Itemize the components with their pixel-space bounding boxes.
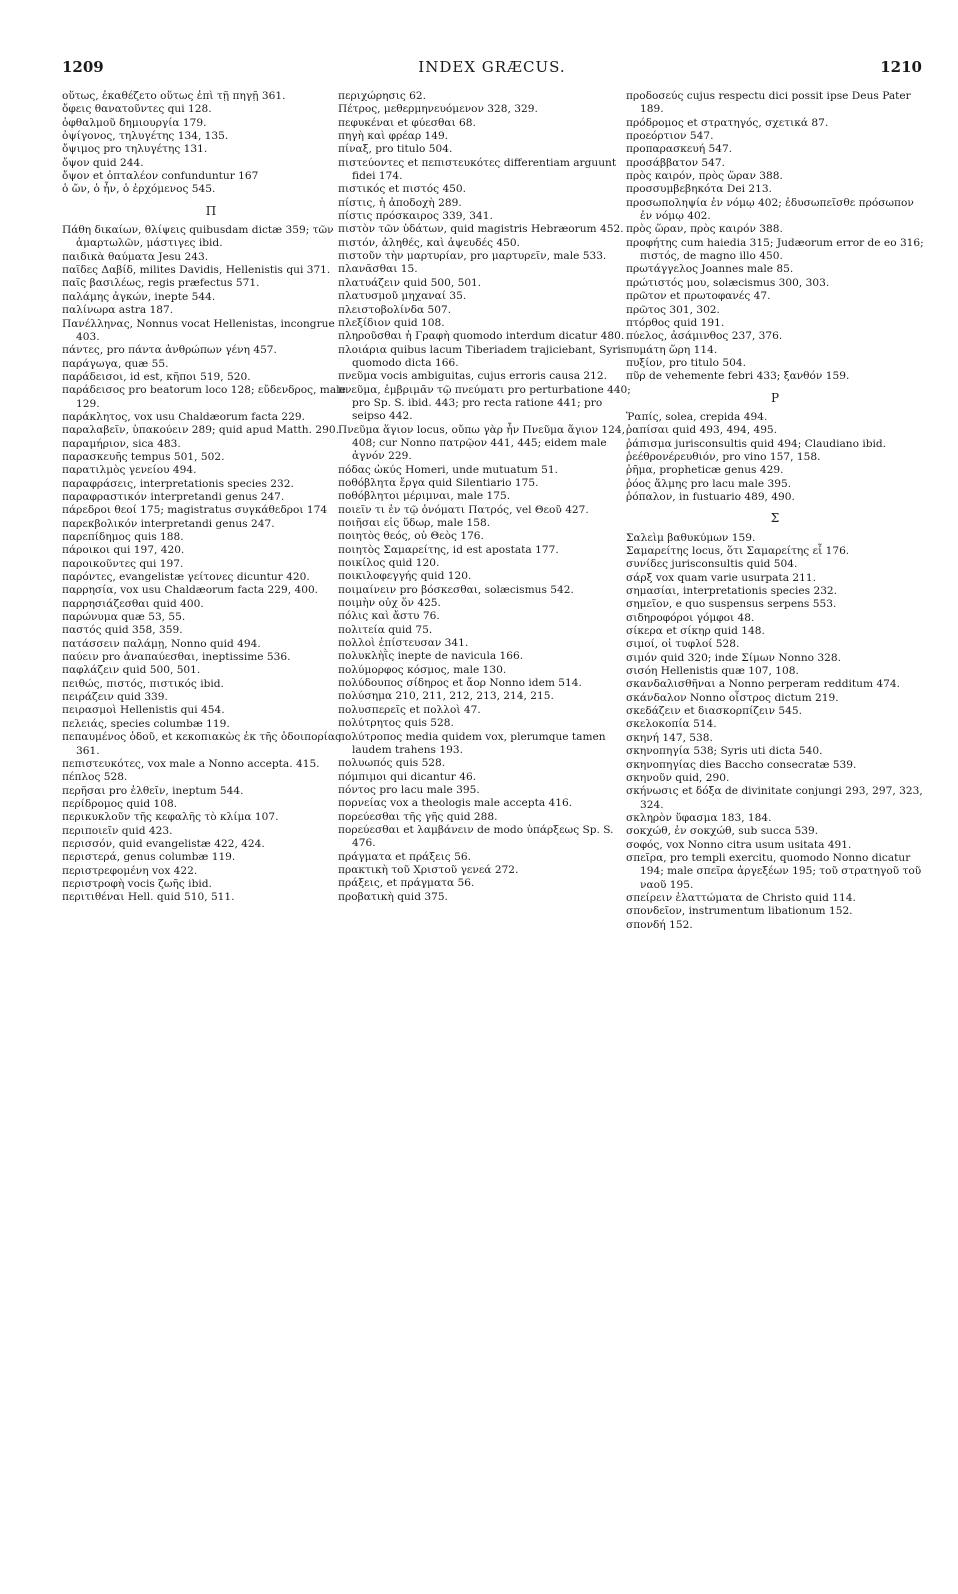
index-entry: πλανᾶσθαι 15. [338,263,418,276]
index-entry: πιστικός et πιστός 450. [338,183,467,196]
index-entry: πιστοῦν τὴν μαρτυρίαν, pro μαρτυρεῖν, male 533. [338,250,607,263]
index-entry: ὄψιμος pro τηλυγέτης 131. [62,143,208,156]
index-entry: παράδεισος pro beatorum loco 128; εὔδενδρος, male 129. [62,384,346,410]
index-entry: πελειάς, species columbæ 119. [62,717,230,730]
index-entry: σκεδάζειν et διασκορπίζειν 545. [626,705,802,718]
index-entry: Σαλεὶμ βαθυκύμων 159. [626,531,756,544]
index-entry: πρωτάγγελος Joannes male 85. [626,263,794,276]
index-entry: πορνείας vox a theologis male accepta 416. [338,797,573,810]
index-entry: σιμοί, οἱ τυφλοί 528. [626,638,740,651]
index-column-2 [338,90,636,904]
entry-group [626,90,924,384]
index-entry: σκάνδαλον Nonno οἶστρος dictum 219. [626,691,839,704]
index-entry: πεπιστευκότες, vox male a Nonno accepta. 415. [62,757,320,770]
index-entry: πειρασμοὶ Hellenistis qui 454. [62,704,225,717]
index-entry: σπείρειν ἐλαττώματα de Christo quid 114. [626,891,856,904]
index-entry: πειθώς, πιστός, πιστικός ibid. [62,677,224,690]
index-entry: πολυσπερεῖς et πολλοὶ 47. [338,703,481,716]
index-entry: προσωποληψία ἐν νόμῳ 402; ἐδυσωπεῖσθε πρόσωπον ἐν νόμῳ 402. [626,196,914,223]
index-entry: πάρεδροι θεοί 175; magistratus συγκάθεδροι 174 [62,504,328,517]
index-entry: παρρησιάζεσθαι quid 400. [62,597,204,610]
index-entry: σκηνή 147, 538. [626,731,713,744]
index-entry: παραμήριον, sica 483. [62,437,181,450]
index-entry: παῖδες Δαβίδ, milites Davidis, Hellenistis qui 371. [62,264,331,277]
index-entry: πλατυάζειν quid 500, 501. [338,276,482,289]
index-entry: περῆσαι pro ἐλθεῖν, ineptum 544. [62,784,244,797]
index-entry: ποιεῖν τι ἐν τῷ ὀνόματι Πατρός, vel Θεοῦ 427. [338,503,589,516]
index-entry: πράγματα et πράξεις 56. [338,850,471,863]
index-entry: σκληρὸν ὕφασμα 183, 184. [626,811,772,824]
index-entry: πτόρθος quid 191. [626,316,725,329]
index-entry: πορεύεσθαι et λαμβάνειν de modo ὑπάρξεως Sp. S. 476. [338,823,614,850]
index-entry: πολύμορφος κόσμος, male 130. [338,663,507,676]
index-entry: πάροικοι qui 197, 420. [62,544,185,557]
index-entry: πίστις πρόσκαιρος 339, 341. [338,210,493,223]
index-column-1 [62,90,360,905]
index-entry: Πνεῦμα ἅγιον locus, οὔπω γὰρ ἦν Πνεῦμα ἅγιον 124, 408; cur Nonno πατρῷον 441, 445; eidem male ἁγνόν 229. [338,423,625,463]
index-entry: παῖς βασιλέως, regis præfectus 571. [62,277,260,290]
index-entry: προσάββατον 547. [626,156,725,169]
index-entry: πολύτρητος quis 528. [338,717,454,730]
index-entry: πόδας ὠκύς Homeri, unde mutuatum 51. [338,463,558,476]
index-entry: πάντες, pro πάντα ἀνθρώπων γένη 457. [62,344,277,357]
index-entry: ὀψίγονος, τηλυγέτης 134, 135. [62,130,229,143]
index-entry: παρασκευῆς tempus 501, 502. [62,450,225,463]
index-entry: σιδηροφόροι γόμφοι 48. [626,611,755,624]
index-entry: πρόδρομος et στρατηγός, σχετικά 87. [626,116,829,129]
index-entry: σκηνοπηγία 538; Syris uti dicta 540. [626,745,823,758]
index-entry: πεφυκέναι et φύεσθαι 68. [338,116,476,129]
index-entry: Πάθη δικαίων, θλίψεις quibusdam dictæ 359; τῶν ἁμαρτωλῶν, μάστιγες ibid. [62,224,334,250]
index-entry: περιτιθέναι Hell. quid 510, 511. [62,891,235,904]
index-entry: παρεκβολικόν interpretandi genus 247. [62,517,275,530]
page-number-right: 1210 [880,58,922,76]
index-entry: πιστεύοντες et πεπιστευκότες differentiam arguunt fidei 174. [338,156,617,183]
index-entry: σκανδαλισθῆναι a Nonno perperam redditum 474. [626,678,900,691]
index-entry: παραλαβεῖν, ὑπακούειν 289; quid apud Matth. 290. [62,424,339,437]
index-entry: παλίνωρα astra 187. [62,304,174,317]
index-entry: ποιμὴν οὐχ ὅν 425. [338,597,441,610]
index-entry: σκηνοπηγίας dies Baccho consecratæ 539. [626,758,857,771]
index-entry: σκήνωσις et δόξα de divinitate conjungi 293, 297, 323, 324. [626,785,923,811]
index-entry: παρατιλμὸς γενείου 494. [62,464,197,477]
index-entry: σκελοκοπία 514. [626,718,717,731]
index-entry: ποικιλοφεγγής quid 120. [338,570,472,583]
index-entry: πληροῦσθαι ἡ Γραφὴ quomodo interdum dicatur 480. [338,330,625,343]
index-entry: πυμάτη ὥρη 114. [626,343,718,356]
index-entry: σπονδή 152. [626,918,693,931]
index-entry: σάρξ vox quam varie usurpata 211. [626,571,817,584]
index-entry: παύειν pro ἀναπαύεσθαι, ineptissime 536. [62,651,291,664]
index-entry: παράδεισοι, id est, κῆποι 519, 520. [62,370,251,383]
index-entry: παστός quid 358, 359. [62,624,183,637]
index-entry: πύελος, ἀσάμινθος 237, 376. [626,330,783,343]
index-entry: σοφός, vox Nonno citra usum usitata 491. [626,838,852,851]
index-entry: περιποιεῖν quid 423. [62,824,173,837]
index-entry: περιστροφὴ vocis ζωῆς ibid. [62,877,212,890]
index-entry: ὄφεις θανατοῦντες qui 128. [62,103,212,116]
index-entry: παλάμης ἀγκών, inepte 544. [62,290,216,303]
index-column-3 [626,90,924,932]
index-entry: σισόη Hellenistis quæ 107, 108. [626,665,799,678]
index-entry: πολλοὶ ἐπίστευσαν 341. [338,637,469,650]
index-entry: ὀφθαλμοῦ δημιουργία 179. [62,116,207,129]
index-entry: πρὸς ὥραν, πρὸς καιρόν 388. [626,223,783,236]
section-heading-pi: Π [205,203,217,218]
index-entry: ποιμαίνειν pro βόσκεσθαι, solæcismus 542. [338,583,574,596]
section-heading-rho: Ρ [770,390,780,405]
index-entry: πηγὴ καὶ φρέαρ 149. [338,130,449,143]
index-entry: πρῶτον et πρωτοφανές 47. [626,290,771,303]
index-entry: ποιητὸς Σαμαρείτης, id est apostata 177. [338,543,559,556]
entry-group [626,532,924,932]
index-entry: προφήτης cum haiedia 315; Judæorum error de eo 316; πιστός, de magno illo 450. [626,236,924,263]
index-entry: σιμόν quid 320; inde Σίμων Nonno 328. [626,651,841,664]
index-entry: πίναξ, pro titulo 504. [338,143,453,156]
index-entry: ὄψον quid 244. [62,156,144,169]
index-entry: πλατυσμοῦ μηχαναί 35. [338,290,467,303]
index-entry: σημασίαι, interpretationis species 232. [626,585,838,598]
index-entry: περισσόν, quid evangelistæ 422, 424. [62,837,265,850]
index-entry: ποιητὸς θεός, οὐ Θεὸς 176. [338,530,484,543]
index-entry: πόλις καὶ ἄστυ 76. [338,610,440,623]
index-entry: πῦρ de vehemente febri 433; ξανθόν 159. [626,370,850,383]
index-entry: πυξίον, pro titulo 504. [626,356,746,369]
index-entry: πολύτροπος media quidem vox, plerumque tamen laudem trahens 193. [338,730,606,756]
index-entry: συνίδες jurisconsultis quid 504. [626,558,798,571]
index-entry: πόντος pro lacu male 395. [338,783,480,796]
index-entry: πειράζειν quid 339. [62,691,168,704]
index-entry: προεόρτιον 547. [626,130,714,143]
index-entry: περίδρομος quid 108. [62,797,178,810]
index-entry: πεπαυμένος ὁδοῦ, et κεκοπιακὼς ἐκ τῆς ὁδοιπορίας 361. [62,731,341,757]
index-entry: περικυκλοῦν τῆς κεφαλῆς τὸ κλίμα 107. [62,811,279,824]
page-header [62,58,922,82]
index-entry: πλειστοβολίνδα 507. [338,303,452,316]
index-entry: σκηνοῦν quid, 290. [626,771,730,784]
index-entry: πατάσσειν παλάμῃ, Nonno quid 494. [62,637,261,650]
index-entry: προσσυμβεβηκότα Dei 213. [626,183,772,196]
index-entry: πλοιάρια quibus lacum Tiberiadem trajiciebant, Syris quomodo dicta 166. [338,343,627,369]
index-entry: Πανέλληνας, Nonnus vocat Hellenistas, incongrue 403. [62,317,335,343]
index-entry: παρόντες, evangelistæ γείτονες dicuntur 420. [62,571,310,584]
index-entry: προπαρασκευή 547. [626,143,733,156]
index-entry: ῥεέθρονέρευθιόν, pro vino 157, 158. [626,450,821,463]
index-entry: πράξεις, et πράγματα 56. [338,877,475,890]
index-entry: πολύσημα 210, 211, 212, 213, 214, 215. [338,690,554,703]
index-entry: παραφραστικόν interpretandi genus 247. [62,490,285,503]
index-entry: προδοσεύς cujus respectu dici possit ipse Deus Pater 189. [626,90,911,116]
index-entry: πιστόν, ἀληθές, καὶ ἀψευδές 450. [338,236,520,249]
index-entry: πιστὸν τῶν ὑδάτων, quid magistris Hebræorum 452. [338,223,624,236]
index-entry: περιστρεφομένη vox 422. [62,864,198,877]
index-entry: περιχώρησις 62. [338,90,426,102]
index-entry: πολυκλὴῒς inepte de navicula 166. [338,650,524,663]
index-entry: προβατικὴ quid 375. [338,890,448,903]
index-entry: οὕτως, ἐκαθέζετο οὕτως ἐπὶ τῇ πηγῇ 361. [62,90,286,102]
entry-group [338,90,636,904]
entry-group [62,90,360,197]
index-entry: πνεῦμα, ἐμβριμᾶν τῷ πνεύματι pro perturbatione 440; pro Sp. S. ibid. 443; pro recta ratione 441; pro seipso 442. [338,383,631,423]
index-entry: σίκερα et σίκηρ quid 148. [626,625,765,638]
index-entry: παφλάζειν quid 500, 501. [62,664,201,677]
section-heading-sigma: Σ [770,511,780,526]
index-entry: Σαμαρείτης locus, ὅτι Σαμαρείτης εἶ 176. [626,545,850,557]
entry-group [62,224,360,905]
index-entry: παροικοῦντες qui 197. [62,557,184,570]
index-entry: πορεύεσθαι τῆς γῆς quid 288. [338,810,498,823]
index-entry: παραφράσεις, interpretationis species 232. [62,477,294,490]
index-entry: πέπλος 528. [62,771,128,784]
index-entry: σπονδεῖον, instrumentum libationum 152. [626,905,853,918]
index-entry: παρεπίδημος quis 188. [62,531,184,543]
index-entry: πρακτικὴ τοῦ Χριστοῦ γενεά 272. [338,863,519,876]
index-entry: περιστερά, genus columbæ 119. [62,851,236,864]
page-title: INDEX GRÆCUS. [418,58,566,76]
index-entry: ῥαπίσαι quid 493, 494, 495. [626,424,778,437]
entry-group [626,411,924,504]
index-entry: Πέτρος, μεθερμηνευόμενον 328, 329. [338,103,538,116]
index-entry: ῥόος ἅλμης pro lacu male 395. [626,477,792,490]
index-entry: σπεῖρα, pro templi exercitu, quomodo Nonno dicatur 194; male σπεῖρα ἀργεξέων 195; τοῦ στρατηγοῦ τοῦ ναοῦ 195. [626,851,922,891]
index-entry: ποικίλος quid 120. [338,557,440,570]
index-entry: πολιτεία quid 75. [338,623,433,636]
index-entry: πνεῦμα vocis ambiguitas, cujus erroris causa 212. [338,370,607,383]
index-entry: πόμπιμοι qui dicantur 46. [338,770,477,783]
index-entry: ποιῆσαι εἰς ὕδωρ, male 158. [338,517,491,529]
index-entry: σημεῖον, e quo suspensus serpens 553. [626,598,837,611]
index-entry: πρῶτος 301, 302. [626,303,720,316]
index-entry: σοκχώθ, ἐν σοκχώθ, sub succa 539. [626,825,819,838]
index-entry: πρώτιστός μου, solæcismus 300, 303. [626,276,830,289]
index-entry: ποθόβλητα ἔργα quid Silentiario 175. [338,476,539,489]
index-entry: ῥόπαλον, in fustuario 489, 490. [626,490,795,503]
index-entry: Ῥαπίς, solea, crepida 494. [626,410,768,423]
index-entry: πρὸς καιρόν, πρὸς ὥραν 388. [626,170,783,183]
index-entry: πίστις, ἡ ἀποδοχὴ 289. [338,196,462,209]
index-entry: ποθόβλητοι μέριμναι, male 175. [338,490,511,503]
index-entry: πολυωπός quis 528. [338,757,446,770]
index-entry: παρρησία, vox usu Chaldæorum facta 229, 400. [62,584,319,597]
index-entry: παράκλητος, vox usu Chaldæorum facta 229. [62,410,305,423]
index-entry: ὄψον et ὀπταλέον confunduntur 167 [62,170,259,183]
index-entry: παράγωγα, quæ 55. [62,357,169,370]
page-number-left: 1209 [62,58,104,76]
index-entry: ῥῆμα, propheticæ genus 429. [626,464,784,477]
index-entry: παιδικὰ θαύματα Jesu 243. [62,250,209,263]
index-entry: παρώνυμα quæ 53, 55. [62,611,186,624]
index-entry: πλεξίδιον quid 108. [338,316,445,329]
index-entry: ὁ ὤν, ὁ ἦν, ὁ ἐρχόμενος 545. [62,183,216,196]
index-entry: πολύδουπος σίδηρος et ἄορ Nonno idem 514. [338,677,582,690]
index-entry: ῥάπισμα jurisconsultis quid 494; Claudiano ibid. [626,437,887,450]
